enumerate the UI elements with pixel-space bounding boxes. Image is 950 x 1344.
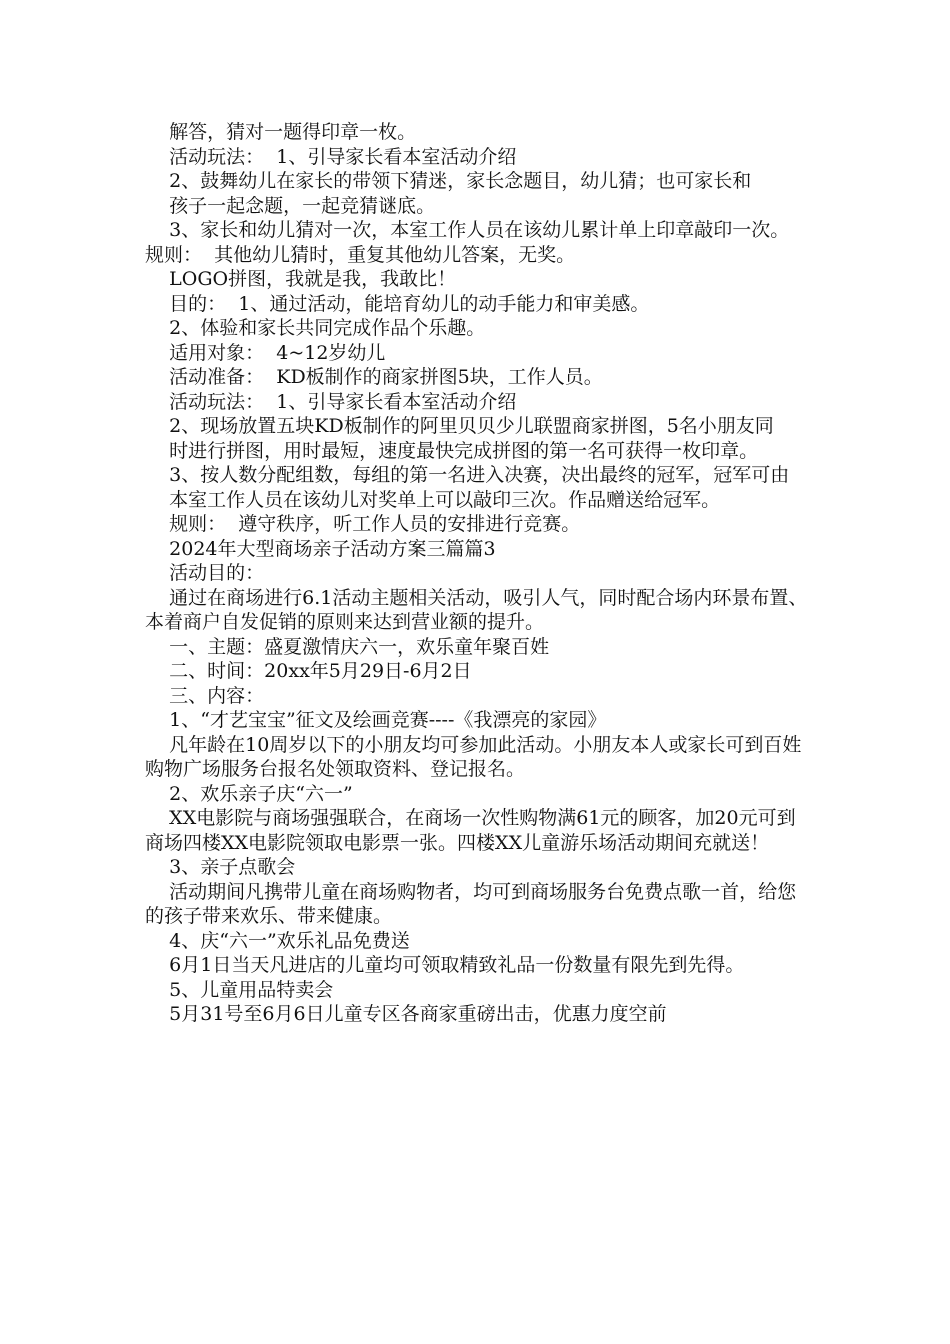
paragraph: 凡年龄在10周岁以下的小朋友均可参加此活动。小朋友本人或家长可到百姓购物广场服务台报名处领取资料、登记报名。 (145, 733, 802, 780)
paragraph: 时进行拼图，用时最短，速度最快完成拼图的第一名可获得一枚印章。 (145, 439, 759, 462)
paragraph: 二、时间：20xx年5月29日-6月2日 (145, 660, 472, 682)
paragraph: 目的： 1、通过活动，能培育幼儿的动手能力和审美感。 (145, 292, 650, 315)
paragraph: 3、按人数分配组数，每组的第一名进入决赛，决出最终的冠军，冠军可由 (145, 464, 790, 486)
paragraph: 3、亲子点歌会 (145, 856, 296, 878)
paragraph: 通过在商场进行6.1活动主题相关活动，吸引人气，同时配合场内环景布置、本着商户自发促销的原则来达到营业额的提升。 (145, 586, 808, 633)
document-body (145, 120, 810, 1027)
paragraph: 规则： 遵守秩序，听工作人员的安排进行竞赛。 (145, 513, 581, 535)
section-heading: 2024年大型商场亲子活动方案三篇篇3 (145, 537, 496, 560)
paragraph: 适用对象： 4~12岁幼儿 (145, 341, 386, 364)
paragraph: 本室工作人员在该幼儿对奖单上可以敲印三次。作品赠送给冠军。 (145, 488, 721, 511)
paragraph: 活动玩法： 1、引导家长看本室活动介绍 (145, 145, 517, 168)
paragraph: 5月31号至6月6日儿童专区各商家重磅出击，优惠力度空前 (145, 1003, 667, 1025)
paragraph: 5、儿童用品特卖会 (145, 978, 334, 1001)
paragraph: 2、现场放置五块KD板制作的阿里贝贝少儿联盟商家拼图，5名小朋友同 (145, 415, 774, 437)
paragraph: 活动准备： KD板制作的商家拼图5块，工作人员。 (145, 366, 603, 388)
paragraph: 三、内容： (145, 684, 265, 707)
paragraph: 2、欢乐亲子庆“六一” (145, 782, 353, 805)
paragraph: 解答，猜对一题得印章一枚。 (145, 121, 417, 143)
paragraph: XX电影院与商场强强联合，在商场一次性购物满61元的顾客，加20元可到商场四楼XX电影院领取电影票一张。四楼XX儿童游乐场活动期间充就送！ (145, 807, 796, 854)
paragraph: 6月1日当天凡进店的儿童均可领取精致礼品一份数量有限先到先得。 (145, 954, 745, 976)
paragraph: 3、家长和幼儿猜对一次，本室工作人员在该幼儿累计单上印章敲印一次。 规则： 其他幼儿猜时，重复其他幼儿答案，无奖。 (145, 219, 802, 266)
paragraph: 活动期间凡携带儿童在商场购物者，均可到商场服务台免费点歌一首，给您的孩子带来欢乐、带来健康。 (145, 880, 797, 927)
paragraph: 活动目的： (145, 562, 265, 584)
paragraph: 2、鼓舞幼儿在家长的带领下猜迷，家长念题目，幼儿猜；也可家长和 (145, 170, 752, 192)
paragraph: 1、“才艺宝宝”征文及绘画竞赛----《我漂亮的家园》 (145, 709, 607, 731)
paragraph: 孩子一起念题，一起竞猜谜底。 (145, 194, 436, 217)
paragraph: 一、主题：盛夏激情庆六一，欢乐童年聚百姓 (145, 635, 550, 658)
paragraph: 活动玩法： 1、引导家长看本室活动介绍 (145, 390, 517, 413)
paragraph: 2、体验和家长共同完成作品个乐趣。 (145, 317, 486, 339)
paragraph: LOGO拼图，我就是我，我敢比！ (145, 268, 457, 290)
paragraph: 4、庆“六一”欢乐礼品免费送 (145, 929, 410, 952)
